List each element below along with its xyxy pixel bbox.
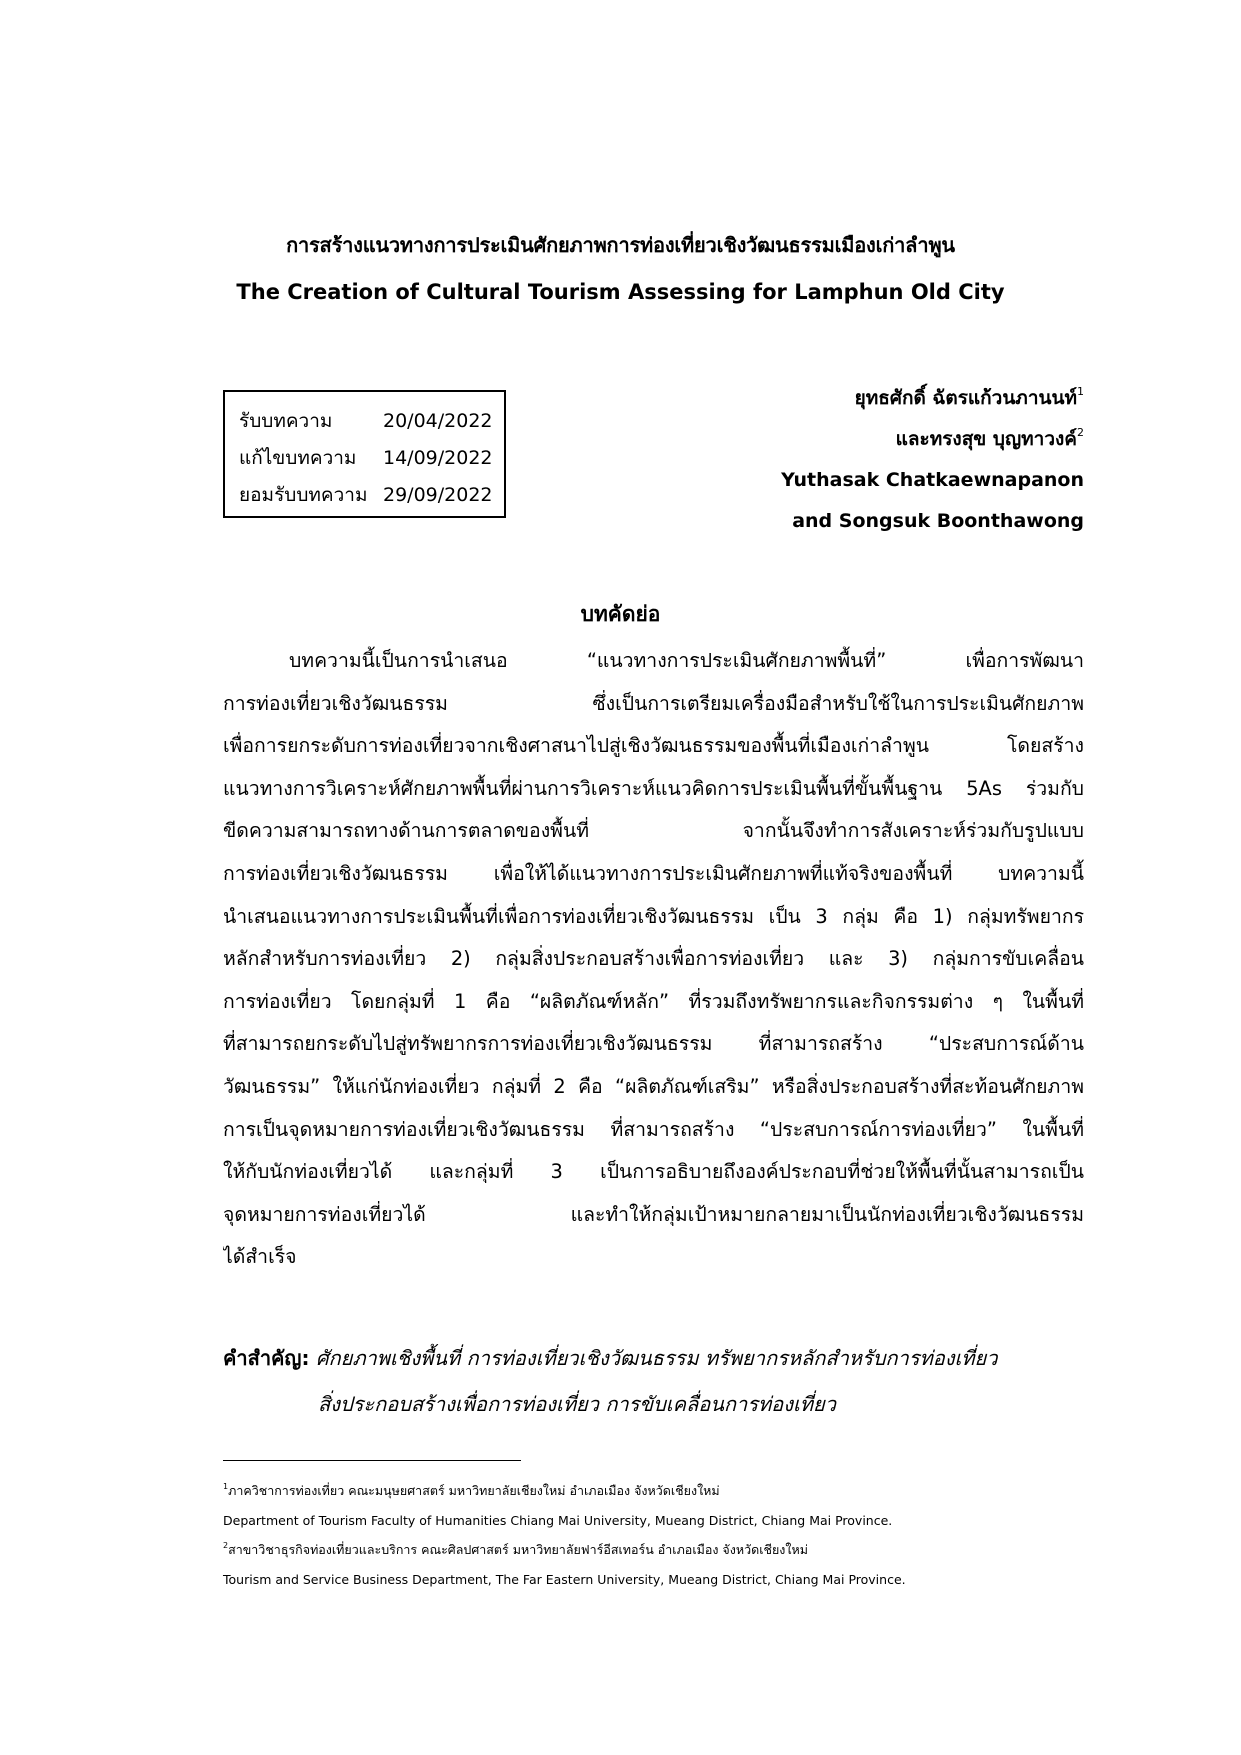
abstract-line: นำเสนอแนวทางการประเมินพื้นที่เพื่อการท่องเที่ยวเชิงวัฒนธรรม เป็น 3 กลุ่ม คือ 1) กลุ่มทรัพยากร <box>223 904 1084 928</box>
author-english-2: and Songsuk Boonthawong <box>792 510 1084 532</box>
keywords-line-1 <box>223 1335 1084 1381</box>
footnote-2-thai-text: สาขาวิชาธุรกิจท่องเที่ยวและบริการ คณะศิลปศาสตร์ มหาวิทยาลัยฟาร์อีสเทอร์น อำเภอเมือง จังหวัดเชียงใหม่ <box>228 1542 808 1557</box>
date-accepted-value: 29/09/2022 <box>383 483 493 506</box>
author-thai-2 <box>584 419 1084 460</box>
abstract-line: การท่องเที่ยวเชิงวัฒนธรรม ซึ่งเป็นการเตรียมเครื่องมือสำหรับใช้ในการประเมินศักยภาพ <box>223 691 1084 715</box>
abstract-line: การเป็นจุดหมายการท่องเที่ยวเชิงวัฒนธรรม ที่สามารถสร้าง “ประสบการณ์การท่องเที่ยว” ในพื้นที่ <box>223 1117 1084 1141</box>
footnote-2-english: Tourism and Service Business Department, The Far Eastern University, Mueang District, Chiang Mai Province. <box>223 1571 906 1587</box>
article-dates-box <box>223 390 506 518</box>
footnotes <box>223 1476 1123 1594</box>
date-received-value: 20/04/2022 <box>383 409 493 432</box>
author-thai-2-footnote-mark: 2 <box>1077 426 1084 439</box>
abstract-line: บทความนี้เป็นการนำเสนอ “แนวทางการประเมินศักยภาพพื้นที่” เพื่อการพัฒนา <box>289 649 1084 672</box>
abstract-line: เพื่อการยกระดับการท่องเที่ยวจากเชิงศาสนาไปสู่เชิงวัฒนธรรมของพื้นที่เมืองเก่าลำพูน โดยสร้าง <box>223 734 1084 758</box>
abstract-line: ได้สำเร็จ <box>223 1245 297 1269</box>
footnote-2-mark: 2 <box>223 1541 229 1550</box>
footnote-2-thai <box>223 1535 1123 1565</box>
keywords-text-2: สิ่งประกอบสร้างเพื่อการท่องเที่ยว การขับเคลื่อนการท่องเที่ยว <box>318 1392 836 1416</box>
title-thai: การสร้างแนวทางการประเมินศักยภาพการท่องเที่ยวเชิงวัฒนธรรมเมืองเก่าลำพูน <box>286 233 955 257</box>
abstract-line: หลักสำหรับการท่องเที่ยว 2) กลุ่มสิ่งประกอบสร้างเพื่อการท่องเที่ยว และ 3) กลุ่มการขับเคลื่อน <box>223 947 1084 971</box>
date-received-label: รับบทความ <box>239 409 333 432</box>
abstract-line: ที่สามารถยกระดับไปสู่ทรัพยากรการท่องเที่ยวเชิงวัฒนธรรม ที่สามารถสร้าง “ประสบการณ์ด้าน <box>223 1032 1084 1056</box>
author-thai-1-name: ยุทธศักดิ์ ฉัตรแก้วนภานนท์ <box>854 387 1077 409</box>
footnote-separator <box>223 1460 521 1461</box>
abstract-line: ขีดความสามารถทางด้านการตลาดของพื้นที่ จากนั้นจึงทำการสังเคราะห์ร่วมกับรูปแบบ <box>223 819 1084 843</box>
abstract-line: การท่องเที่ยวเชิงวัฒนธรรม เพื่อให้ได้แนวทางการประเมินศักยภาพที่แท้จริงของพื้นที่ บทความนี้ <box>223 861 1084 885</box>
author-english-1: Yuthasak Chatkaewnapanon <box>781 469 1084 491</box>
abstract-line: จุดหมายการท่องเที่ยวได้ และทำให้กลุ่มเป้าหมายกลายมาเป็นนักท่องเที่ยวเชิงวัฒนธรรม <box>223 1202 1084 1226</box>
footnote-1-mark: 1 <box>223 1482 229 1491</box>
date-received-row <box>225 402 504 439</box>
keywords-text-1: ศักยภาพเชิงพื้นที่ การท่องเที่ยวเชิงวัฒนธรรม ทรัพยากรหลักสำหรับการท่องเที่ยว <box>315 1346 998 1370</box>
abstract-heading: บทคัดย่อ <box>580 602 661 626</box>
abstract-line: วัฒนธรรม” ให้แก่นักท่องเที่ยว กลุ่มที่ 2 คือ “ผลิตภัณฑ์เสริม” หรือสิ่งประกอบสร้างที่สะท้อนศักยภาพ <box>223 1074 1084 1098</box>
footnote-1-thai <box>223 1476 1123 1506</box>
footnote-1-thai-text: ภาควิชาการท่องเที่ยว คณะมนุษยศาสตร์ มหาวิทยาลัยเชียงใหม่ อำเภอเมือง จังหวัดเชียงใหม่ <box>228 1483 720 1498</box>
title-english: The Creation of Cultural Tourism Assessing for Lamphun Old City <box>236 280 1005 304</box>
date-accepted-row <box>225 476 504 513</box>
date-revised-label: แก้ไขบทความ <box>239 446 357 469</box>
abstract-line: การท่องเที่ยว โดยกลุ่มที่ 1 คือ “ผลิตภัณฑ์หลัก” ที่รวมถึงทรัพยากรและกิจกรรมต่าง ๆ ในพื้นที่ <box>223 989 1084 1013</box>
keywords-label: คำสำคัญ: <box>223 1346 310 1370</box>
author-thai-2-name: และทรงสุข บุญทาวงค์ <box>895 428 1077 450</box>
author-thai-1 <box>584 378 1084 419</box>
date-revised-value: 14/09/2022 <box>383 446 493 469</box>
abstract-line: แนวทางการวิเคราะห์ศักยภาพพื้นที่ผ่านการวิเคราะห์แนวคิดการประเมินพื้นที่ขั้นพื้นฐาน 5As ร่วมกับ <box>223 776 1084 800</box>
footnote-1-english: Department of Tourism Faculty of Humanities Chiang Mai University, Mueang District, Chiang Mai Province. <box>223 1512 893 1528</box>
author-block <box>584 378 1084 542</box>
date-revised-row <box>225 439 504 476</box>
keywords-block <box>223 1335 1084 1427</box>
abstract-line: ให้กับนักท่องเที่ยวได้ และกลุ่มที่ 3 เป็นการอธิบายถึงองค์ประกอบที่ช่วยให้พื้นที่นั้นสามารถเป็น <box>223 1160 1084 1184</box>
date-accepted-label: ยอมรับบทความ <box>239 483 368 506</box>
abstract-body <box>223 640 1084 1279</box>
author-thai-1-footnote-mark: 1 <box>1077 385 1084 398</box>
